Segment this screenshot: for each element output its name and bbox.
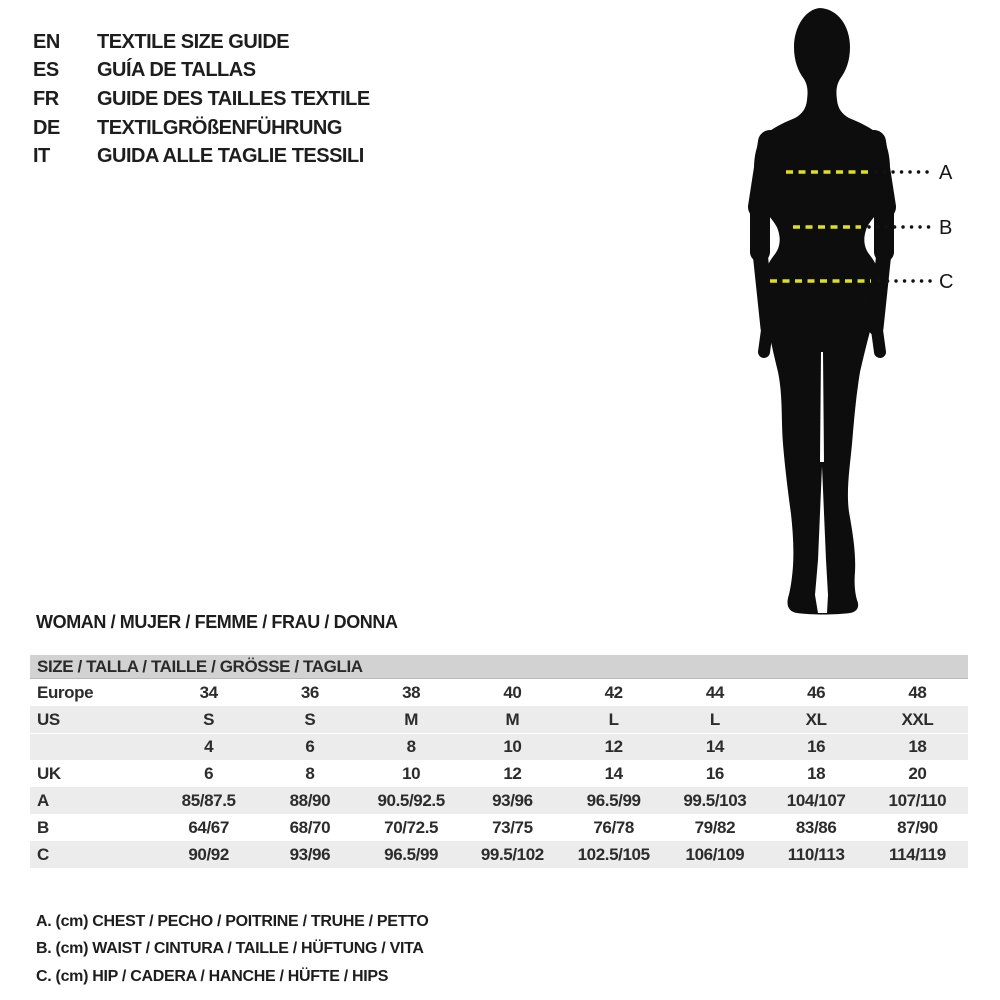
table-cell: 12 xyxy=(604,737,623,756)
language-title: TEXTILGRÖßENFÜHRUNG xyxy=(97,116,342,139)
table-cell: 10 xyxy=(503,737,522,756)
table-cell: S xyxy=(304,709,316,729)
table-cell: 8 xyxy=(406,737,416,756)
table-row-label: A xyxy=(37,790,49,810)
language-title: GUÍA DE TALLAS xyxy=(97,59,256,82)
table-cell: M xyxy=(404,709,418,729)
table-row xyxy=(30,814,968,841)
table-row-label: Europe xyxy=(37,682,94,702)
table-cell: 8 xyxy=(305,763,315,783)
table-cell: 6 xyxy=(305,737,315,756)
legend-line: B. (cm) WAIST / CINTURA / TAILLE / HÜFTUNG / VITA xyxy=(36,940,424,958)
table-cell: XL xyxy=(805,709,827,729)
language-code: DE xyxy=(33,116,60,139)
table-cell: 64/67 xyxy=(188,817,229,837)
table-cell: 38 xyxy=(402,682,421,702)
language-row xyxy=(33,114,370,143)
table-cell: 48 xyxy=(908,682,927,702)
language-row xyxy=(33,57,370,86)
marker-label-a: A xyxy=(939,162,953,184)
table-cell: L xyxy=(709,709,720,729)
language-row xyxy=(33,142,370,171)
table-cell: 79/82 xyxy=(694,817,736,837)
table-cell: 14 xyxy=(604,763,623,783)
table-cell: 34 xyxy=(199,682,218,702)
table-cell: 83/86 xyxy=(795,817,837,837)
table-cell: 96.5/99 xyxy=(384,844,439,864)
marker-label-c: C xyxy=(939,271,954,293)
table-cell: L xyxy=(608,709,619,729)
language-code: IT xyxy=(33,145,50,168)
language-code: FR xyxy=(33,87,59,110)
language-row xyxy=(33,85,370,114)
table-cell: 10 xyxy=(402,763,421,783)
language-row xyxy=(33,28,370,57)
table-cell: 12 xyxy=(503,763,522,783)
table-cell: 90/92 xyxy=(188,844,229,864)
table-cell: M xyxy=(505,709,520,729)
table-row xyxy=(30,733,968,760)
language-title: TEXTILE SIZE GUIDE xyxy=(97,30,290,53)
table-cell: 114/119 xyxy=(888,844,946,864)
language-title-list xyxy=(33,28,370,171)
table-cell: 90.5/92.5 xyxy=(377,790,445,810)
table-cell: 40 xyxy=(503,682,522,702)
table-cell: 20 xyxy=(908,763,927,783)
gender-label: WOMAN / MUJER / FEMME / FRAU / DONNA xyxy=(36,612,398,632)
table-row xyxy=(30,706,968,733)
table-cell: 14 xyxy=(705,737,724,756)
language-code: EN xyxy=(33,30,60,53)
table-cell: 106/109 xyxy=(685,844,745,864)
legend-line: A. (cm) CHEST / PECHO / POITRINE / TRUHE / PETTO xyxy=(36,912,429,930)
table-cell: 87/90 xyxy=(897,817,938,837)
table-cell: 6 xyxy=(204,763,214,783)
table-row-label: C xyxy=(37,844,49,864)
table-row xyxy=(30,841,968,868)
legend-line: C. (cm) HIP / CADERA / HANCHE / HÜFTE / HIPS xyxy=(36,967,389,985)
language-title: GUIDA ALLE TAGLIE TESSILI xyxy=(97,145,364,168)
table-cell: 85/87.5 xyxy=(181,790,236,810)
table-cell: 18 xyxy=(807,763,826,783)
table-row-label: US xyxy=(37,709,60,729)
table-cell: 70/72.5 xyxy=(384,817,439,837)
language-title: GUIDE DES TAILLES TEXTILE xyxy=(97,87,370,110)
table-cell: 99.5/102 xyxy=(480,844,544,864)
table-row-label: B xyxy=(37,817,49,837)
table-cell: S xyxy=(203,709,215,729)
table-cell: 16 xyxy=(807,737,826,756)
table-cell: 68/70 xyxy=(289,817,331,837)
marker-label-b: B xyxy=(939,217,953,239)
table-cell: 110/113 xyxy=(787,844,845,864)
table-cell: 46 xyxy=(807,682,826,702)
woman-silhouette-figure xyxy=(730,5,960,620)
table-row-label: UK xyxy=(37,763,61,783)
table-cell: 44 xyxy=(705,682,724,702)
table-cell: 88/90 xyxy=(289,790,331,810)
table-cell: 107/110 xyxy=(888,790,947,810)
table-cell: 73/75 xyxy=(492,817,533,837)
table-row xyxy=(30,760,968,787)
size-table xyxy=(30,655,968,868)
table-cell: 93/96 xyxy=(492,790,533,810)
table-cell: 102.5/105 xyxy=(577,844,650,864)
table-cell: 4 xyxy=(204,737,214,756)
measurement-legend xyxy=(36,908,428,991)
table-cell: XXL xyxy=(901,709,934,729)
table-cell: 96.5/99 xyxy=(586,790,641,810)
table-cell: 42 xyxy=(604,682,623,702)
table-cell: 76/78 xyxy=(593,817,634,837)
table-cell: 36 xyxy=(300,682,319,702)
language-code: ES xyxy=(33,59,59,82)
table-cell: 104/107 xyxy=(786,790,846,810)
table-cell: 99.5/103 xyxy=(683,790,747,810)
size-table-body xyxy=(30,679,968,868)
table-cell: 93/96 xyxy=(289,844,331,864)
size-table-header: SIZE / TALLA / TAILLE / GRÖSSE / TAGLIA xyxy=(30,655,968,679)
table-row xyxy=(30,787,968,814)
table-cell: 16 xyxy=(705,763,724,783)
table-cell: 18 xyxy=(908,737,927,756)
table-row xyxy=(30,679,968,706)
